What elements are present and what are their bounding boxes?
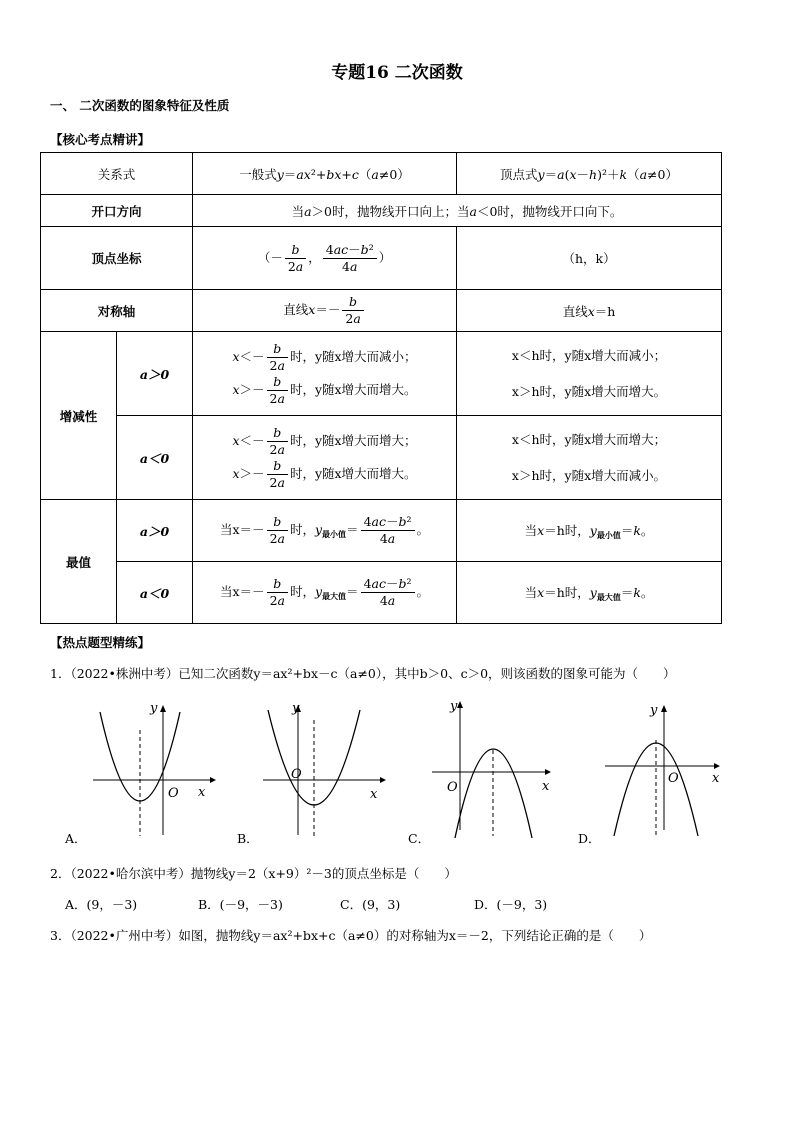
q2-option-b[interactable]: B．(－9，－3) [198, 897, 283, 912]
svg-text:O: O [668, 771, 679, 786]
ext-a-positive: a＞0 [117, 500, 193, 562]
axis-vertex: 直线x＝h [457, 290, 722, 332]
svg-text:x: x [542, 779, 550, 794]
graph-a [88, 700, 218, 840]
section-heading: 一、 二次函数的图象特征及性质 [50, 98, 230, 113]
graph-b [258, 700, 388, 840]
svg-text:y: y [292, 701, 300, 716]
graph-c [430, 700, 560, 840]
svg-text:y: y [150, 701, 158, 716]
extreme-label: 最值 [41, 500, 117, 624]
q2-option-a[interactable]: A．(9，－3) [65, 897, 138, 912]
svg-text:O: O [291, 767, 302, 782]
mono-neg-general: x＜－ $\frac{b}{2a}$ 时，y随x增大而增大； x＞－ $\frac{b}{2a}$ 时，y随x增大而增大。 [193, 416, 457, 500]
svg-text:x: x [198, 785, 206, 800]
monotonic-label: 增减性 [41, 332, 117, 500]
axis-label: 对称轴 [41, 290, 193, 332]
a-positive-label: a＞0 [117, 332, 193, 416]
ext-pos-vertex: 当x＝h时，$y_{最小值}=k$。 [457, 500, 722, 562]
svg-text:y: y [450, 700, 458, 714]
header-vertex-form: 顶点式y＝a(x－h)²＋k（a≠0） [457, 153, 722, 195]
question-3: 3．（2022•广州中考）如图，抛物线y＝ax²+bx+c（a≠0）的对称轴为x＝－2，下列结论正确的是（ ） [50, 928, 652, 943]
question-2: 2．（2022•哈尔滨中考）抛物线y＝2（x+9）²－3的顶点坐标是（ ） [50, 866, 457, 881]
ext-neg-general: 当x＝－ $\frac{b}{2a}$ 时，$y_{最大值}=$ $\frac{\text{4ac－b²}}{4a}$ 。 [193, 562, 457, 624]
q1-option-c[interactable]: C． [408, 831, 431, 846]
header-relation: 关系式 [41, 153, 193, 195]
q1-option-d[interactable]: D． [578, 831, 601, 846]
ext-a-negative: a＜0 [117, 562, 193, 624]
properties-table [40, 152, 722, 624]
core-tag: 【核心考点精讲】 [50, 132, 151, 147]
vertex-vertex: （h，k） [457, 227, 722, 290]
ext-neg-vertex: 当x＝h时，$y_{最大值}=k$。 [457, 562, 722, 624]
axis-general: 直线x＝－ $\frac{b}{2a}$ [193, 290, 457, 332]
header-general-form: 一般式y＝ax²+bx+c（a≠0） [193, 153, 457, 195]
hot-tag: 【热点题型精练】 [50, 635, 151, 650]
svg-text:y: y [650, 703, 658, 718]
vertex-general: （－ $\frac{b}{2a}$ ， $\frac{\text{4ac－b²}}{4a}$ ） [193, 227, 457, 290]
q2-option-d[interactable]: D．(－9，3) [474, 897, 548, 912]
mono-pos-vertex: x＜h时，y随x增大而减小； x＞h时，y随x增大而增大。 [457, 332, 722, 416]
question-1: 1．（2022•株洲中考）已知二次函数y＝ax²+bx－c（a≠0），其中b＞0、c＞0，则该函数的图象可能为（ ） [50, 666, 676, 681]
q1-option-a[interactable]: A． [65, 831, 87, 846]
q1-option-b[interactable]: B． [237, 831, 259, 846]
vertex-label: 顶点坐标 [41, 227, 193, 290]
graph-d [602, 700, 727, 840]
svg-text:O: O [168, 786, 179, 801]
mono-pos-general: x＜－ $\frac{b}{2a}$ 时，y随x增大而减小； x＞－ $\frac{b}{2a}$ 时，y随x增大而增大。 [193, 332, 457, 416]
open-text: 当a＞0时，抛物线开口向上；当a＜0时，抛物线开口向下。 [193, 195, 722, 227]
a-negative-label: a＜0 [117, 416, 193, 500]
mono-neg-vertex: x＜h时，y随x增大而增大； x＞h时，y随x增大而减小。 [457, 416, 722, 500]
page-title: 专题16 二次函数 [331, 63, 463, 83]
ext-pos-general: 当x＝－ $\frac{b}{2a}$ 时，$y_{最小值}=$ $\frac{\text{4ac－b²}}{4a}$ 。 [193, 500, 457, 562]
q2-option-c[interactable]: C．(9，3) [340, 897, 401, 912]
svg-text:x: x [370, 787, 378, 802]
svg-text:O: O [447, 780, 458, 795]
open-label: 开口方向 [41, 195, 193, 227]
svg-text:x: x [712, 771, 720, 786]
